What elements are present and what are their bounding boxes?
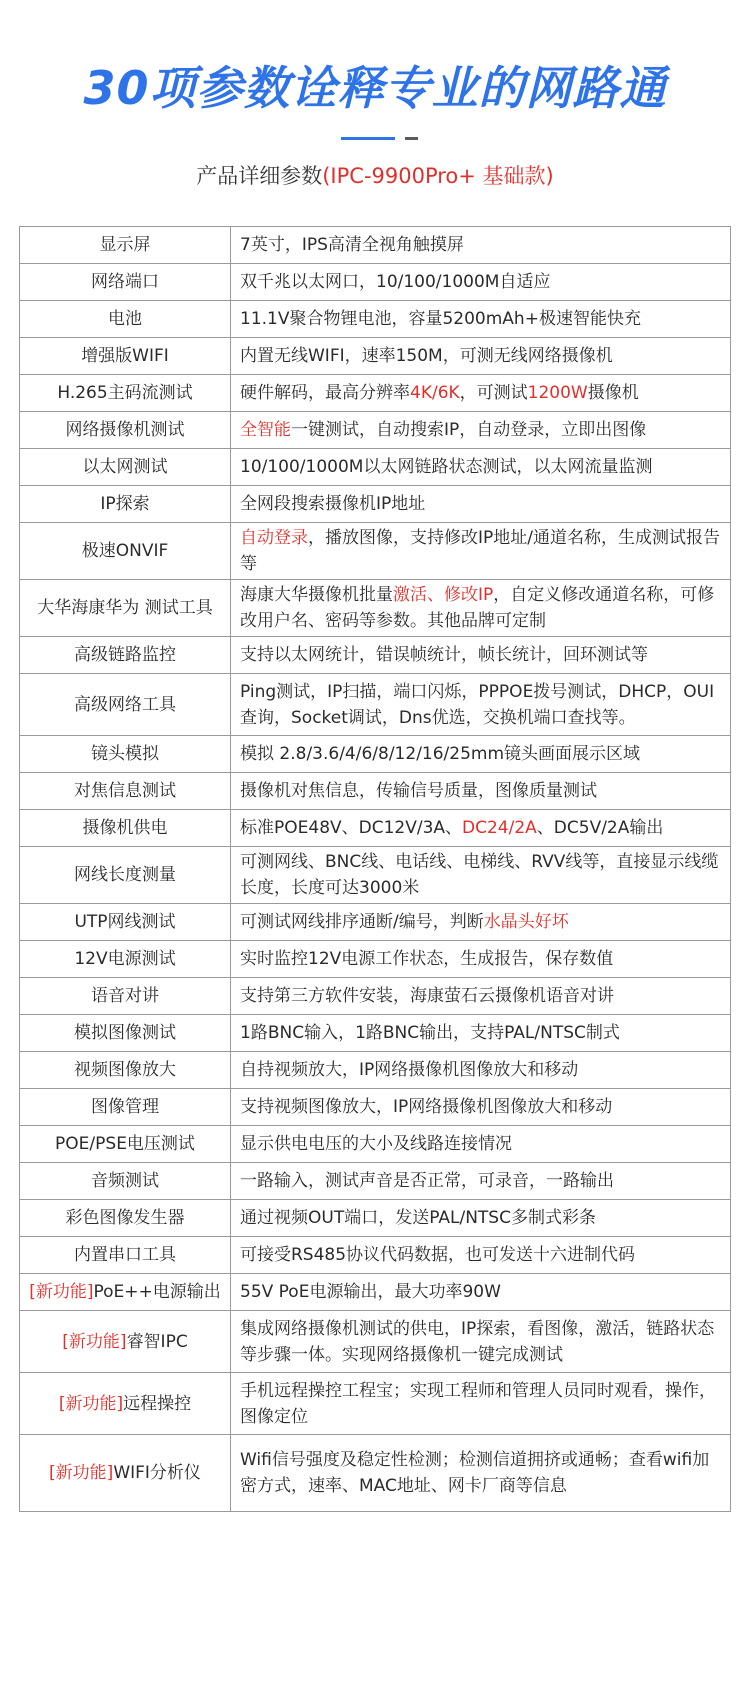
param-desc-cell — [231, 1200, 731, 1237]
cell-text: WIFI分析仪 — [113, 1463, 201, 1483]
cell-text: 全网段搜索摄像机IP地址 — [240, 494, 426, 514]
param-name-cell — [20, 1311, 231, 1373]
param-row — [20, 580, 731, 637]
param-desc-cell — [231, 301, 731, 338]
param-desc-cell — [231, 1163, 731, 1200]
cell-text: 摄像机对焦信息，传输信号质量，图像质量测试 — [240, 781, 597, 801]
cell-text: 对焦信息测试 — [74, 781, 176, 801]
subtitle-prefix: 产品详细参数 — [196, 164, 323, 188]
cell-text: 7英寸，IPS高清全视角触摸屏 — [240, 235, 464, 255]
param-row — [20, 674, 731, 736]
param-name-cell — [20, 1126, 231, 1163]
param-desc-cell — [231, 637, 731, 674]
param-row — [20, 1311, 731, 1373]
param-row — [20, 773, 731, 810]
param-desc-cell — [231, 674, 731, 736]
param-row — [20, 449, 731, 486]
cell-text: 自持视频放大，IP网络摄像机图像放大和移动 — [240, 1060, 579, 1080]
cell-text: 可测试网线排序通断/编号，判断 — [240, 912, 484, 932]
page-title: 30项参数诠释专业的网路通 — [83, 61, 667, 115]
highlight-text: 1200W — [527, 383, 588, 403]
param-desc-cell — [231, 1237, 731, 1274]
cell-text: 55V PoE电源输出，最大功率90W — [240, 1282, 501, 1302]
cell-text: 双千兆以太网口，10/100/1000M自适应 — [240, 272, 551, 292]
param-name-cell — [20, 1089, 231, 1126]
param-name-cell — [20, 338, 231, 375]
highlight-text: 全智能 — [240, 420, 291, 440]
cell-text: 显示供电电压的大小及线路连接情况 — [240, 1134, 512, 1154]
param-desc-cell — [231, 1052, 731, 1089]
param-name-cell — [20, 773, 231, 810]
cell-text: 手机远程操控工程宝；实现工程师和管理人员同时观看，操作，图像定位 — [240, 1380, 716, 1427]
param-row — [20, 523, 731, 580]
param-desc-cell — [231, 1089, 731, 1126]
param-name-cell — [20, 847, 231, 904]
cell-text: 音频测试 — [91, 1171, 159, 1191]
title-divider — [0, 137, 750, 141]
cell-text: 支持以太网统计，错误帧统计，帧长统计，回环测试等 — [240, 645, 648, 665]
param-desc-cell — [231, 810, 731, 847]
cell-text: ，播放图像，支持修改IP地址/通道名称，生成测试报告等 — [240, 528, 720, 574]
cell-text: 网线长度测量 — [74, 865, 176, 885]
param-name-cell — [20, 904, 231, 941]
cell-text: 通过视频OUT端口，发送PAL/NTSC多制式彩条 — [240, 1208, 596, 1228]
param-name-cell — [20, 810, 231, 847]
cell-text: 内置无线WIFI，速率150M，可测无线网络摄像机 — [240, 346, 613, 366]
param-row — [20, 1163, 731, 1200]
cell-text: 睿智IPC — [126, 1331, 188, 1352]
param-desc-cell — [231, 449, 731, 486]
cell-text: 10/100/1000M以太网链路状态测试，以太网流量监测 — [240, 457, 653, 477]
cell-text: 模拟 2.8/3.6/4/6/8/12/16/25mm镜头画面展示区域 — [240, 744, 641, 764]
param-name-cell — [20, 1435, 231, 1512]
cell-text: 支持第三方软件安装，海康萤石云摄像机语音对讲 — [240, 986, 614, 1006]
cell-text: 高级链路监控 — [74, 645, 176, 665]
param-row — [20, 1435, 731, 1512]
cell-text: 模拟图像测试 — [74, 1023, 176, 1043]
param-desc-cell — [231, 523, 731, 580]
param-row — [20, 904, 731, 941]
cell-text: 以太网测试 — [82, 457, 168, 477]
divider-accent — [341, 137, 395, 140]
param-desc-cell — [231, 1274, 731, 1311]
highlight-text: [新功能] — [58, 1393, 124, 1414]
param-row — [20, 301, 731, 338]
param-desc-cell — [231, 773, 731, 810]
param-desc-cell — [231, 847, 731, 904]
param-name-cell — [20, 1200, 231, 1237]
param-row — [20, 810, 731, 847]
cell-text: ，自定义修改通道名称，可修改用户名、密码等参数。其他品牌可定制 — [240, 585, 715, 631]
param-desc-cell — [231, 1015, 731, 1052]
param-desc-cell — [231, 227, 731, 264]
highlight-text: DC24/2A — [462, 818, 537, 838]
cell-text: 彩色图像发生器 — [65, 1208, 185, 1228]
cell-text: 语音对讲 — [91, 986, 159, 1006]
subtitle — [0, 160, 750, 190]
param-desc-cell — [231, 978, 731, 1015]
param-name-cell — [20, 1163, 231, 1200]
param-name-cell — [20, 1274, 231, 1311]
param-name-cell — [20, 1237, 231, 1274]
param-row — [20, 264, 731, 301]
param-row — [20, 412, 731, 449]
cell-text: 一键测试，自动搜索IP，自动登录，立即出图像 — [291, 420, 647, 440]
cell-text: Wifi信号强度及稳定性检测；检测信道拥挤或通畅；查看wifi加密方式，速率、MAC地址、网卡厂商等信息 — [240, 1450, 710, 1496]
cell-text: 显示屏 — [99, 235, 151, 255]
param-name-cell — [20, 978, 231, 1015]
param-row — [20, 1237, 731, 1274]
cell-text: 可接受RS485协议代码数据，也可发送十六进制代码 — [240, 1245, 636, 1265]
param-row — [20, 941, 731, 978]
param-name-cell — [20, 523, 231, 580]
param-desc-cell — [231, 375, 731, 412]
param-name-cell — [20, 412, 231, 449]
param-row — [20, 338, 731, 375]
params-table-body — [20, 227, 731, 1512]
param-desc-cell — [231, 736, 731, 773]
param-name-cell — [20, 301, 231, 338]
cell-text: 网络端口 — [91, 272, 159, 292]
cell-text: 摄像机 — [587, 383, 639, 403]
cell-text: 实时监控12V电源工作状态，生成报告，保存数值 — [240, 949, 614, 969]
param-desc-cell — [231, 412, 731, 449]
param-desc-cell — [231, 1311, 731, 1373]
param-desc-cell — [231, 1435, 731, 1512]
cell-text: POE/PSE电压测试 — [55, 1134, 195, 1154]
param-desc-cell — [231, 1373, 731, 1435]
cell-text: 海康大华摄像机批量 — [240, 585, 393, 605]
params-table — [19, 226, 731, 1512]
param-row — [20, 1373, 731, 1435]
cell-text: ，可测试 — [459, 383, 528, 403]
param-row — [20, 1200, 731, 1237]
cell-text: 高级网络工具 — [74, 694, 176, 715]
cell-text: H.265主码流测试 — [57, 383, 193, 403]
param-row — [20, 486, 731, 523]
cell-text: IP探索 — [100, 494, 150, 514]
param-desc-cell — [231, 580, 731, 637]
param-row — [20, 1052, 731, 1089]
cell-text: Ping测试，IP扫描，端口闪烁，PPPOE拨号测试，DHCP，OUI查询，Socket调试，Dns优选，交换机端口查找等。 — [240, 681, 715, 728]
highlight-text: 水晶头好坏 — [483, 912, 569, 932]
cell-text: UTP网线测试 — [74, 912, 176, 932]
param-name-cell — [20, 227, 231, 264]
cell-text: 网络摄像机测试 — [65, 420, 185, 440]
cell-text: 图像管理 — [91, 1097, 159, 1117]
param-desc-cell — [231, 904, 731, 941]
cell-text: 11.1V聚合物锂电池，容量5200mAh+极速智能快充 — [240, 309, 641, 329]
highlight-text: 4K/6K — [410, 383, 460, 403]
param-name-cell — [20, 674, 231, 736]
param-name-cell — [20, 264, 231, 301]
cell-text: 硬件解码，最高分辨率 — [240, 383, 410, 403]
highlight-text: 激活、修改IP — [393, 585, 494, 605]
param-row — [20, 978, 731, 1015]
param-desc-cell — [231, 264, 731, 301]
param-name-cell — [20, 486, 231, 523]
param-desc-cell — [231, 941, 731, 978]
cell-text: 可测网线、BNC线、电话线、电梯线、RVV线等，直接显示线缆长度，长度可达3000米 — [240, 852, 719, 898]
param-name-cell — [20, 580, 231, 637]
param-name-cell — [20, 1052, 231, 1089]
param-desc-cell — [231, 1126, 731, 1163]
param-row — [20, 1126, 731, 1163]
param-name-cell — [20, 736, 231, 773]
cell-text: 集成网络摄像机测试的供电，IP探索，看图像，激活，链路状态等步骤一体。实现网络摄像机一键完成测试 — [240, 1318, 715, 1365]
highlight-text: [新功能] — [49, 1463, 114, 1483]
cell-text: 支持视频图像放大，IP网络摄像机图像放大和移动 — [240, 1097, 613, 1117]
cell-text: 1路BNC输入，1路BNC输出，支持PAL/NTSC制式 — [240, 1023, 620, 1043]
cell-text: 镜头模拟 — [91, 744, 159, 764]
highlight-text: [新功能] — [62, 1331, 127, 1352]
param-row — [20, 375, 731, 412]
cell-text: 视频图像放大 — [74, 1060, 176, 1080]
cell-text: 一路输入，测试声音是否正常，可录音，一路输出 — [240, 1171, 614, 1191]
cell-text: PoE++电源输出 — [93, 1282, 221, 1302]
cell-text: 摄像机供电 — [82, 818, 168, 838]
param-row — [20, 736, 731, 773]
highlight-text: [新功能] — [29, 1282, 94, 1302]
highlight-text: 自动登录 — [240, 528, 308, 548]
subtitle-model: (IPC-9900Pro+ 基础款) — [322, 164, 554, 188]
param-row — [20, 1274, 731, 1311]
param-desc-cell — [231, 338, 731, 375]
param-name-cell — [20, 449, 231, 486]
cell-text: 增强版WIFI — [81, 346, 169, 366]
param-name-cell — [20, 941, 231, 978]
param-desc-cell — [231, 486, 731, 523]
param-name-cell — [20, 375, 231, 412]
param-row — [20, 227, 731, 264]
param-row — [20, 1089, 731, 1126]
cell-text: 、DC5V/2A输出 — [536, 818, 664, 838]
cell-text: 极速ONVIF — [81, 541, 169, 561]
param-name-cell — [20, 1015, 231, 1052]
cell-text: 内置串口工具 — [74, 1245, 176, 1265]
divider-dash — [405, 137, 418, 140]
cell-text: 12V电源测试 — [74, 949, 176, 969]
cell-text: 大华海康华为 测试工具 — [37, 598, 213, 618]
param-row — [20, 637, 731, 674]
cell-text: 标准POE48V、DC12V/3A、 — [240, 818, 463, 838]
param-row — [20, 847, 731, 904]
param-row — [20, 1015, 731, 1052]
cell-text: 远程操控 — [123, 1393, 192, 1414]
param-name-cell — [20, 1373, 231, 1435]
param-name-cell — [20, 637, 231, 674]
cell-text: 电池 — [108, 309, 142, 329]
